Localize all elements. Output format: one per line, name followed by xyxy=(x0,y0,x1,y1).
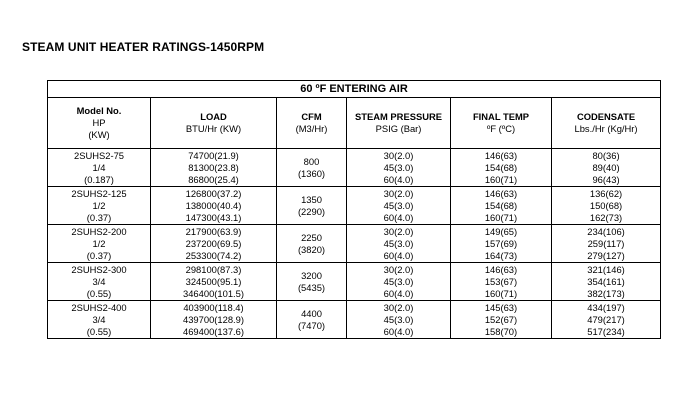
header-cfm xyxy=(277,98,347,149)
model-cell: 1/4 xyxy=(48,162,151,174)
load-cell: 253300(74.2) xyxy=(151,250,277,263)
cfm-cell xyxy=(277,301,347,339)
steam-pressure-cell: 60(4.0) xyxy=(347,174,451,187)
condensate-cell: 150(68) xyxy=(552,200,661,212)
table-row xyxy=(48,174,661,187)
model-cell: 2SUHS2-125 xyxy=(48,187,151,201)
table-row xyxy=(48,314,661,326)
header-load xyxy=(151,98,277,149)
header-cond xyxy=(552,98,661,149)
model-cell: 3/4 xyxy=(48,276,151,288)
cfm-m3-value: (5435) xyxy=(297,282,326,293)
condensate-cell: 259(117) xyxy=(552,238,661,250)
condensate-cell: 279(127) xyxy=(552,250,661,263)
model-cell: 2SUHS2-400 xyxy=(48,301,151,315)
cfm-cell xyxy=(277,263,347,301)
load-cell: 138000(40.4) xyxy=(151,200,277,212)
load-cell: 126800(37.2) xyxy=(151,187,277,201)
model-cell: (0.37) xyxy=(48,212,151,225)
condensate-cell: 162(73) xyxy=(552,212,661,225)
steam-pressure-cell: 30(2.0) xyxy=(347,149,451,163)
final-temp-cell: 145(63) xyxy=(451,301,552,315)
table-row xyxy=(48,263,661,277)
table-row xyxy=(48,200,661,212)
header-cfm-label: CFM xyxy=(301,111,322,122)
ratings-table xyxy=(47,80,661,339)
table-row xyxy=(48,301,661,315)
header-row xyxy=(48,98,661,149)
final-temp-cell: 158(70) xyxy=(451,326,552,339)
header-cond-label: CODENSATE xyxy=(576,111,636,122)
cfm-cell xyxy=(277,225,347,263)
header-steam-unit: PSIG (Bar) xyxy=(375,123,422,134)
header-kw-label: (KW) xyxy=(88,129,110,140)
banner-row xyxy=(48,81,661,98)
final-temp-cell: 153(67) xyxy=(451,276,552,288)
header-model xyxy=(48,98,151,149)
model-cell: 2SUHS2-300 xyxy=(48,263,151,277)
cfm-value: 2250 xyxy=(301,232,322,243)
header-load-unit: BTU/Hr (KW) xyxy=(185,123,242,134)
steam-pressure-cell: 60(4.0) xyxy=(347,326,451,339)
steam-pressure-cell: 60(4.0) xyxy=(347,288,451,301)
table-row xyxy=(48,212,661,225)
header-load-label: LOAD xyxy=(200,111,227,122)
model-cell: 2SUHS2-75 xyxy=(48,149,151,163)
load-cell: 217900(63.9) xyxy=(151,225,277,239)
condensate-cell: 479(217) xyxy=(552,314,661,326)
steam-pressure-cell: 30(2.0) xyxy=(347,187,451,201)
cfm-value: 1350 xyxy=(301,194,322,205)
table-row xyxy=(48,162,661,174)
table-row xyxy=(48,238,661,250)
ratings-table-body xyxy=(48,81,661,339)
cfm-m3-value: (7470) xyxy=(297,320,326,331)
condensate-cell: 80(36) xyxy=(552,149,661,163)
load-cell: 439700(128.9) xyxy=(151,314,277,326)
final-temp-cell: 164(73) xyxy=(451,250,552,263)
steam-pressure-cell: 45(3.0) xyxy=(347,162,451,174)
cfm-value: 4400 xyxy=(301,308,322,319)
table-row xyxy=(48,149,661,163)
model-cell: 3/4 xyxy=(48,314,151,326)
steam-pressure-cell: 60(4.0) xyxy=(347,250,451,263)
header-temp-label: FINAL TEMP xyxy=(472,111,530,122)
final-temp-cell: 146(63) xyxy=(451,263,552,277)
condensate-cell: 96(43) xyxy=(552,174,661,187)
cfm-value: 800 xyxy=(303,156,320,167)
load-cell: 346400(101.5) xyxy=(151,288,277,301)
steam-pressure-cell: 45(3.0) xyxy=(347,200,451,212)
table-row xyxy=(48,187,661,201)
condensate-cell: 517(234) xyxy=(552,326,661,339)
condensate-cell: 89(40) xyxy=(552,162,661,174)
load-cell: 86800(25.4) xyxy=(151,174,277,187)
ratings-table-container xyxy=(47,80,660,339)
header-steam xyxy=(347,98,451,149)
load-cell: 298100(87.3) xyxy=(151,263,277,277)
load-cell: 147300(43.1) xyxy=(151,212,277,225)
table-row xyxy=(48,225,661,239)
header-cfm-unit: (M3/Hr) xyxy=(295,123,328,134)
final-temp-cell: 154(68) xyxy=(451,162,552,174)
final-temp-cell: 154(68) xyxy=(451,200,552,212)
final-temp-cell: 146(63) xyxy=(451,187,552,201)
final-temp-cell: 157(69) xyxy=(451,238,552,250)
steam-pressure-cell: 60(4.0) xyxy=(347,212,451,225)
steam-pressure-cell: 30(2.0) xyxy=(347,263,451,277)
load-cell: 403900(118.4) xyxy=(151,301,277,315)
load-cell: 469400(137.6) xyxy=(151,326,277,339)
cfm-m3-value: (2290) xyxy=(297,206,326,217)
load-cell: 324500(95.1) xyxy=(151,276,277,288)
model-cell: (0.55) xyxy=(48,326,151,339)
final-temp-cell: 152(67) xyxy=(451,314,552,326)
header-hp-label: HP xyxy=(92,117,106,128)
table-row xyxy=(48,250,661,263)
header-cond-unit: Lbs./Hr (Kg/Hr) xyxy=(574,123,638,134)
steam-pressure-cell: 45(3.0) xyxy=(347,314,451,326)
table-row xyxy=(48,276,661,288)
cfm-value: 3200 xyxy=(301,270,322,281)
steam-pressure-cell: 45(3.0) xyxy=(347,238,451,250)
model-cell: 1/2 xyxy=(48,238,151,250)
cfm-cell xyxy=(277,187,347,225)
header-temp-unit: ºF (ºC) xyxy=(486,123,516,134)
load-cell: 81300(23.8) xyxy=(151,162,277,174)
steam-pressure-cell: 30(2.0) xyxy=(347,225,451,239)
load-cell: 74700(21.9) xyxy=(151,149,277,163)
model-cell: (0.37) xyxy=(48,250,151,263)
final-temp-cell: 146(63) xyxy=(451,149,552,163)
entering-air-banner: 60 ºF ENTERING AIR xyxy=(48,81,661,98)
model-cell: 1/2 xyxy=(48,200,151,212)
header-temp xyxy=(451,98,552,149)
condensate-cell: 354(161) xyxy=(552,276,661,288)
cfm-cell xyxy=(277,149,347,187)
final-temp-cell: 160(71) xyxy=(451,212,552,225)
final-temp-cell: 160(71) xyxy=(451,174,552,187)
condensate-cell: 382(173) xyxy=(552,288,661,301)
header-model-label: Model No. xyxy=(76,105,122,116)
model-cell: (0.187) xyxy=(48,174,151,187)
final-temp-cell: 149(65) xyxy=(451,225,552,239)
condensate-cell: 234(106) xyxy=(552,225,661,239)
page-title: STEAM UNIT HEATER RATINGS-1450RPM xyxy=(22,40,265,54)
model-cell: 2SUHS2-200 xyxy=(48,225,151,239)
condensate-cell: 321(146) xyxy=(552,263,661,277)
model-cell: (0.55) xyxy=(48,288,151,301)
cfm-m3-value: (3820) xyxy=(297,244,326,255)
steam-pressure-cell: 45(3.0) xyxy=(347,276,451,288)
steam-pressure-cell: 30(2.0) xyxy=(347,301,451,315)
condensate-cell: 434(197) xyxy=(552,301,661,315)
final-temp-cell: 160(71) xyxy=(451,288,552,301)
load-cell: 237200(69.5) xyxy=(151,238,277,250)
header-steam-label: STEAM PRESSURE xyxy=(355,111,442,122)
table-row xyxy=(48,288,661,301)
condensate-cell: 136(62) xyxy=(552,187,661,201)
table-row xyxy=(48,326,661,339)
cfm-m3-value: (1360) xyxy=(297,168,326,179)
